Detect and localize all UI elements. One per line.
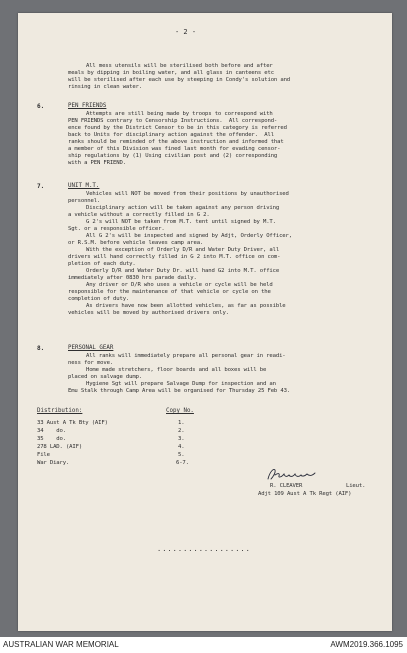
text-line: a vehicle without a correctly filled in G 2.: [68, 212, 210, 218]
archive-footer: [0, 637, 407, 653]
text-line: will be sterilised after each use by steeping in Condy's solution and: [68, 77, 291, 83]
signatory-title: Adjt 109 Aust A Tk Regt (AIF): [258, 491, 352, 497]
distribution-copy: 6-7.: [176, 460, 189, 466]
handwritten-signature: [266, 467, 326, 481]
text-line: rinsing in clean water.: [68, 84, 143, 90]
section-heading: PERSONAL GEAR: [68, 345, 114, 351]
text-line: All ranks will immediately prepare all personal gear in readi-: [86, 353, 286, 359]
text-line: ship regulations by (1) Using civilian post and (2) corresponding: [68, 153, 278, 159]
text-line: With the exception of Orderly D/R and Water Duty Driver, all: [86, 247, 280, 253]
text-line: completion of duty.: [68, 296, 130, 302]
text-line: responsible for the maintenance of that vehicle or cycle on the: [68, 289, 271, 295]
signatory-rank: Lieut.: [346, 483, 366, 489]
text-line: Hygiene Sgt will prepare Salvage Dump for inspection and an: [86, 381, 276, 387]
distribution-copy: 4.: [178, 444, 185, 450]
distribution-unit: War Diary.: [37, 460, 70, 466]
distribution-unit: 278 LAD. (AIF): [37, 444, 83, 450]
text-line: Attempts are still being made by troops to correspond with: [86, 111, 273, 117]
distribution-unit: 33 Aust A Tk Bty (AIF): [37, 420, 108, 426]
text-line: a member of this Division was fined last month for evading censor-: [68, 146, 281, 152]
copy-number-heading: Copy No.: [166, 408, 194, 414]
section-heading: PEN FRIENDS: [68, 103, 107, 109]
end-of-document-dots: ..................: [157, 545, 251, 553]
footer-institution: AUSTRALIAN WAR MEMORIAL: [3, 640, 119, 649]
text-line: Sgt. or a responsible officer.: [68, 226, 165, 232]
text-line: Disciplinary action will be taken against any person driving: [86, 205, 280, 211]
distribution-copy: 2.: [178, 428, 185, 434]
distribution-copy: 3.: [178, 436, 185, 442]
text-line: back to Units for disciplinary action against the offender. All: [68, 132, 274, 138]
text-line: Orderly D/R and Water Duty Dr. will hand G2 into M.T. office: [86, 268, 280, 274]
text-line: immediately after 0830 hrs parade daily.: [68, 275, 197, 281]
text-line: All G 2's will be inspected and signed by Adjt, Orderly Officer,: [86, 233, 292, 239]
distribution-unit: File: [37, 452, 50, 458]
text-line: Emu Stalk through Camp Area will be organised for Thursday 25 Feb 43.: [68, 388, 291, 394]
section-number: 6.: [37, 103, 45, 110]
page-number: - 2 -: [175, 28, 197, 36]
section-number: 7.: [37, 183, 45, 190]
text-line: ness for move.: [68, 360, 114, 366]
distribution-unit: 35 do.: [37, 436, 66, 442]
distribution-copy: 1.: [178, 420, 185, 426]
text-line: with a PEN FRIEND.: [68, 160, 126, 166]
text-line: Any driver or D/R who uses a vehicle or cycle will be held: [86, 282, 273, 288]
text-line: drivers will hand correctly filled in G 2 into M.T. office on com-: [68, 254, 281, 260]
text-line: ranks should be reminded of the above instruction and informed that: [68, 139, 284, 145]
distribution-copy: 5.: [178, 452, 185, 458]
text-line: All mess utensils will be sterilised both before and after: [86, 63, 273, 69]
distribution-heading: Distribution:: [37, 408, 83, 414]
text-line: PEN FRIENDS contrary to Censorship Instructions. All correspond-: [68, 118, 278, 124]
text-line: Vehicles will NOT be moved from their positions by unauthorised: [86, 191, 289, 197]
text-line: G 2's will NOT be taken from M.T. tent until signed by M.T.: [86, 219, 276, 225]
text-line: ence found by the District Censor to be in this category is referred: [68, 125, 287, 131]
text-line: As drivers have now been allotted vehicles, as far as possible: [86, 303, 286, 309]
distribution-unit: 34 do.: [37, 428, 66, 434]
text-line: Home made stretchers, floor boards and all boxes will be: [86, 367, 267, 373]
text-line: personnel.: [68, 198, 101, 204]
footer-accession-number: AWM2019.366.1095: [330, 640, 403, 649]
text-line: pletion of each duty.: [68, 261, 136, 267]
text-line: or R.S.M. before vehicle leaves camp area.: [68, 240, 204, 246]
text-line: vehicles will be moved by authorised drivers only.: [68, 310, 229, 316]
section-heading: UNIT M.T.: [68, 183, 100, 189]
text-line: placed on salvage dump.: [68, 374, 143, 380]
text-line: meals by dipping in boiling water, and all glass in canteens etc: [68, 70, 274, 76]
section-number: 8.: [37, 345, 45, 352]
signatory-name: R. CLEAVER: [270, 483, 303, 489]
